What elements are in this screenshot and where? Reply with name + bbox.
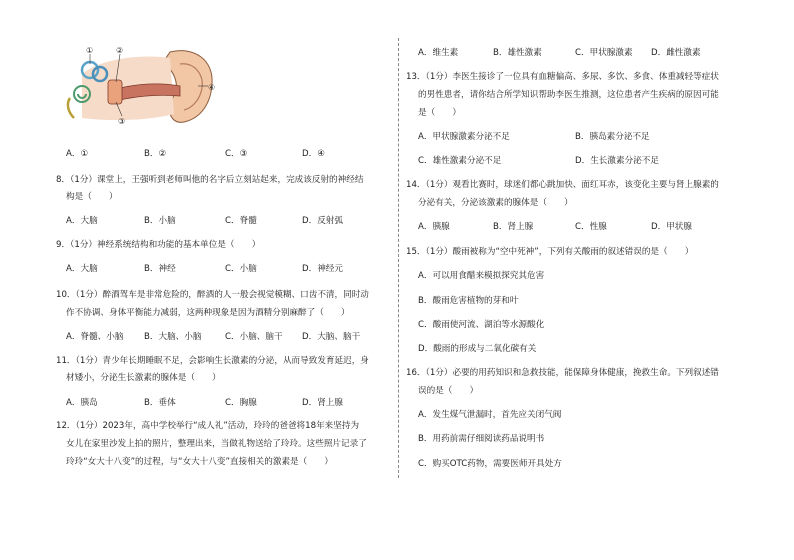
q14-stem-line-1: 14．（1分）观看比赛时，球迷们都心跳加快、面红耳赤，该变化主要与肾上腺素的 <box>406 180 719 190</box>
q15-option-d: D．酸雨的形成与二氧化碳有关 <box>418 344 537 354</box>
q13-stem-line-3: 是（ ） <box>418 108 461 118</box>
q8-stem-line-2: 构是（ ） <box>66 192 118 202</box>
q10-stem-line-1: 10．（1分）醉酒驾车是非常危险的，醉酒的人一般会视觉模糊、口齿不清，同时动 <box>56 290 369 300</box>
q10-stem-line-2: 作不协调、身体平衡能力减弱，这两种现象是因为酒精分别麻醉了（ ） <box>66 308 350 318</box>
q14-option-a: A．胰腺 <box>418 222 450 232</box>
q9-stem: 9．（1分）神经系统结构和功能的基本单位是（ ） <box>56 240 261 250</box>
q7-option-b: B．② <box>144 149 167 159</box>
q12-stem-line-3: 玲玲“女大十八变”的过程，与“女大十八变”直接相关的激素是（ ） <box>66 457 334 467</box>
q15-option-b: B．酸雨危害植物的芽和叶 <box>418 296 519 306</box>
q9-option-a: A．大脑 <box>66 264 98 274</box>
q12-option-c: C．甲状腺激素 <box>575 48 633 58</box>
q13-option-d: D．生长激素分泌不足 <box>575 156 659 166</box>
q7-option-d: D．④ <box>302 149 325 159</box>
q12-stem-line-2: 女儿在家里沙发上拍的照片，整理出来，当做礼物送给了玲玲。这些照片记录了 <box>66 439 367 449</box>
q11-stem-line-1: 11．（1分）青少年长期睡眠不足，会影响生长激素的分泌，从而导致发育延迟，身 <box>56 356 369 366</box>
q8-option-d: D．反射弧 <box>302 216 343 226</box>
q15-stem: 15．（1分）酸雨被称为“空中死神”，下列有关酸雨的叙述错误的是（ ） <box>406 247 694 257</box>
q8-stem-line-1: 8．（1分）课堂上，王强听到老师叫他的名字后立刻站起来，完成该反射的神经结 <box>56 175 364 185</box>
q16-stem-line-1: 16．（1分）必要的用药知识和急救技能，能保障身体健康，挽救生命。下列叙述错 <box>406 368 719 378</box>
q8-option-c: C．脊髓 <box>225 216 257 226</box>
q11-option-a: A．胰岛 <box>66 398 98 408</box>
q9-option-b: B．神经 <box>144 264 176 274</box>
q11-stem-line-2: 材矮小，分泌生长激素的腺体是（ ） <box>66 373 221 383</box>
q8-option-a: A．大脑 <box>66 216 98 226</box>
q16-option-c: C．购买OTC药物，需要医师开具处方 <box>418 459 562 469</box>
q12-option-b: B．雄性激素 <box>493 48 542 58</box>
diagram-label-1: ① <box>86 46 94 55</box>
q16-option-b: B．用药前需仔细阅读药品说明书 <box>418 434 545 444</box>
diagram-label-4: ④ <box>208 83 216 92</box>
q13-stem-line-1: 13．（1分）李医生接诊了一位具有血糖偏高、多尿、多饮、多食、体重减轻等症状 <box>406 72 719 82</box>
q14-option-d: D．甲状腺 <box>651 222 692 232</box>
q10-option-d: D．大脑、脑干 <box>302 332 361 342</box>
q15-option-c: C．酸雨使河流、湖泊等水源酸化 <box>418 320 545 330</box>
q11-option-b: B．垂体 <box>144 398 176 408</box>
q9-option-d: D．神经元 <box>302 264 343 274</box>
q7-option-c: C．③ <box>225 149 248 159</box>
q9-option-c: C．小脑 <box>225 264 257 274</box>
q14-option-c: C．性腺 <box>575 222 607 232</box>
q14-option-b: B．肾上腺 <box>493 222 534 232</box>
q12-option-d: D．雌性激素 <box>651 48 701 58</box>
q15-option-a: A．可以用食醋来模拟探究其危害 <box>418 271 545 281</box>
q8-option-b: B．小脑 <box>144 216 176 226</box>
q11-option-c: C．胸腺 <box>225 398 257 408</box>
q13-option-a: A．甲状腺激素分泌不足 <box>418 132 510 142</box>
ear-structure-diagram <box>62 44 222 126</box>
q13-option-b: B．胰岛素分泌不足 <box>575 132 650 142</box>
q10-option-a: A．脊髓、小脑 <box>66 332 124 342</box>
q11-option-d: D．肾上腺 <box>302 398 343 408</box>
q13-stem-line-2: 的男性患者，请你结合所学知识帮助李医生推测，这位患者产生疾病的原因可能 <box>418 90 719 100</box>
q16-option-a: A．发生煤气泄漏时，首先应关闭气阀 <box>418 410 562 420</box>
q7-option-a: A．① <box>66 149 89 159</box>
q10-option-b: B．大脑、小脑 <box>144 332 202 342</box>
q10-option-c: C．小脑、脑干 <box>225 332 283 342</box>
diagram-label-3: ③ <box>118 117 126 126</box>
q16-stem-line-2: 误的是（ ） <box>418 386 479 396</box>
q12-stem-line-1: 12．（1分）2023年，高中学校举行“成人礼”活动，玲玲的爸爸将18年来坚持为 <box>56 421 360 431</box>
q13-option-c: C．雄性激素分泌不足 <box>418 156 502 166</box>
column-divider <box>398 38 399 478</box>
q12-option-a: A．维生素 <box>418 48 459 58</box>
diagram-label-2: ② <box>116 46 124 55</box>
q14-stem-line-2: 分泌有关，分泌该激素的腺体是（ ） <box>418 198 573 208</box>
